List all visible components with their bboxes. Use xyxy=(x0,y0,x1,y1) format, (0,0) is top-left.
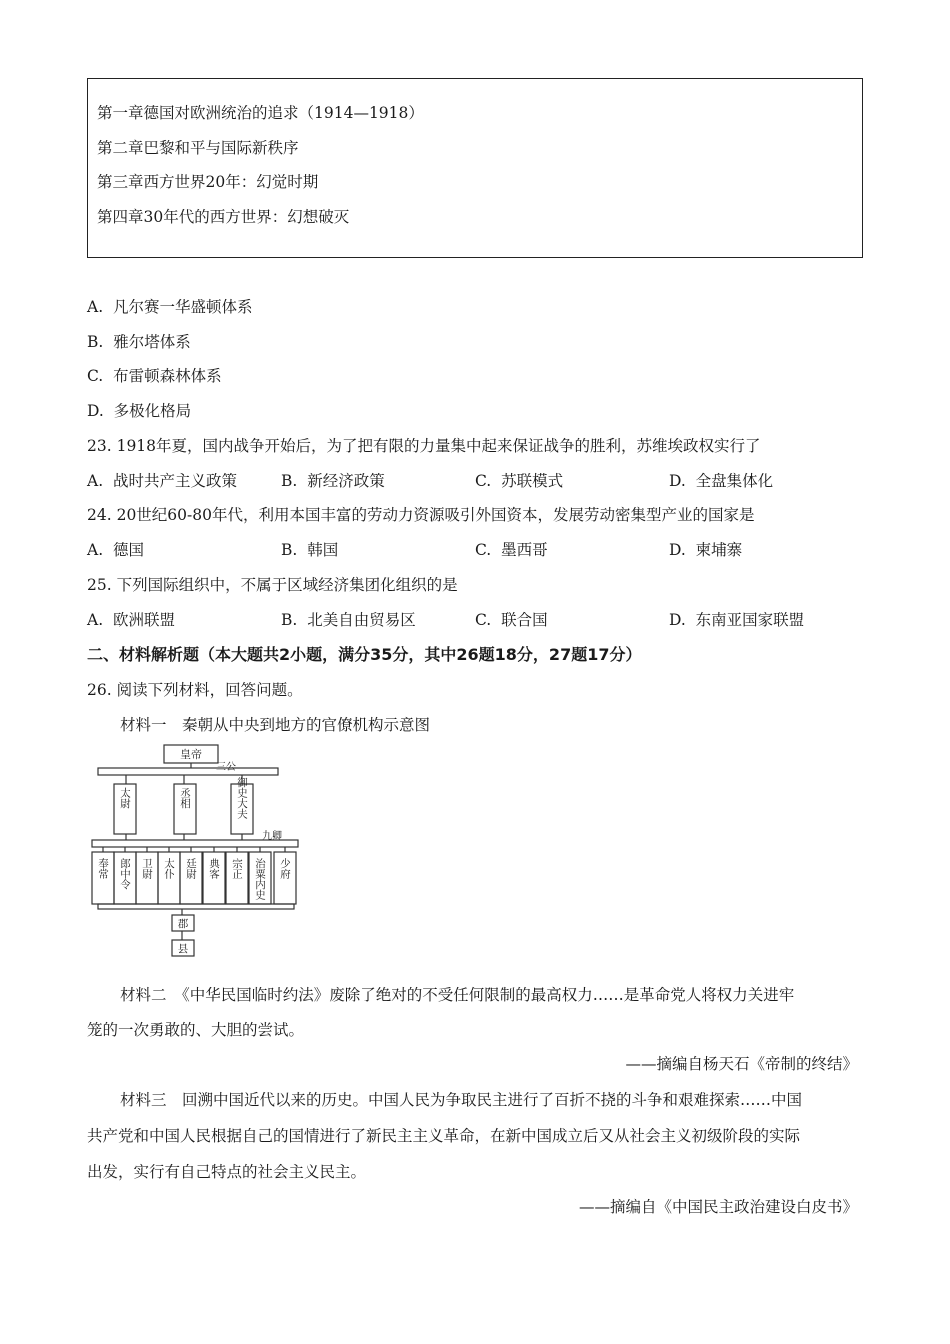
diagram-sangong-2: 丞相 xyxy=(179,787,191,809)
diagram-sangong-3: 御史大夫 xyxy=(236,777,248,819)
q26-stem: 26. 阅读下列材料，回答问题。 xyxy=(87,681,303,699)
diagram-jiuqing-6: 典客 xyxy=(208,858,220,879)
section-2-title: 二、材料解析题（本大题共2小题，满分35分，其中26题18分，27题17分） xyxy=(87,645,642,664)
diagram-jiuqing-8: 治粟内史 xyxy=(254,858,266,900)
diagram-jiuqing-label: 九卿 xyxy=(262,831,282,842)
q23-option-c: C. 苏联模式 xyxy=(475,472,564,490)
q23-option-a: A. 战时共产主义政策 xyxy=(87,472,237,490)
diagram-jiuqing-7: 宗正 xyxy=(231,858,243,879)
diagram-sangong-label: 三公 xyxy=(216,762,236,773)
chapter-line-1: 第一章德国对欧洲统治的追求（1914—1918） xyxy=(97,104,424,122)
q24-option-c: C. 墨西哥 xyxy=(475,541,548,559)
q24-option-b: B. 韩国 xyxy=(281,541,339,559)
material-3-line-2: 共产党和中国人民根据自己的国情进行了新民主主义革命，在新中国成立后又从社会主义初级阶段的实际 xyxy=(87,1127,801,1145)
q22-option-b: B. 雅尔塔体系 xyxy=(87,333,191,351)
chapter-line-4: 第四章30年代的西方世界：幻想破灭 xyxy=(97,208,350,226)
chapter-line-3: 第三章西方世界20年：幻觉时期 xyxy=(97,173,319,191)
material-3-line-3: 出发，实行有自己特点的社会主义民主。 xyxy=(87,1163,367,1181)
diagram-xian: 县 xyxy=(177,943,189,955)
q22-option-c: C. 布雷顿森林体系 xyxy=(87,367,222,385)
q22-option-a: A. 凡尔赛一华盛顿体系 xyxy=(87,298,253,316)
material-2-source: ——摘编自杨天石《帝制的终结》 xyxy=(625,1055,858,1073)
q25-option-d: D. 东南亚国家联盟 xyxy=(669,611,805,629)
diagram-jiuqing-1: 奉常 xyxy=(97,858,109,879)
material-1-title: 材料一 秦朝从中央到地方的官僚机构示意图 xyxy=(120,716,431,734)
material-2-line-1: 材料二 《中华民国临时约法》废除了绝对的不受任何限制的最高权力……是革命党人将权力关进牢 xyxy=(120,986,795,1004)
material-3-line-1: 材料三 回溯中国近代以来的历史。中国人民为争取民主进行了百折不挠的斗争和艰难探索……中国 xyxy=(120,1091,803,1109)
diagram-jun: 郡 xyxy=(177,918,189,930)
diagram-jiuqing-9: 少府 xyxy=(279,858,291,879)
q25-option-c: C. 联合国 xyxy=(475,611,548,629)
diagram-jiuqing-4: 太仆 xyxy=(163,858,175,879)
diagram-jiuqing-3: 卫尉 xyxy=(141,858,153,879)
q25-stem: 25. 下列国际组织中，不属于区域经济集团化组织的是 xyxy=(87,576,458,594)
q24-option-d: D. 柬埔寨 xyxy=(669,541,743,559)
chapter-line-2: 第二章巴黎和平与国际新秩序 xyxy=(97,139,299,157)
q23-option-d: D. 全盘集体化 xyxy=(669,472,774,490)
q24-stem: 24. 20世纪60-80年代，利用本国丰富的劳动力资源吸引外国资本，发展劳动密集型产业的国家是 xyxy=(87,506,755,524)
material-2-line-2: 笼的一次勇敢的、大胆的尝试。 xyxy=(87,1021,305,1039)
q24-option-a: A. 德国 xyxy=(87,541,144,559)
q25-option-a: A. 欧洲联盟 xyxy=(87,611,175,629)
q25-option-b: B. 北美自由贸易区 xyxy=(281,611,416,629)
material-3-source: ——摘编自《中国民主政治建设白皮书》 xyxy=(578,1198,858,1216)
diagram-sangong-1: 太尉 xyxy=(119,787,131,809)
q23-option-b: B. 新经济政策 xyxy=(281,472,385,490)
q23-stem: 23. 1918年夏，国内战争开始后，为了把有限的力量集中起来保证战争的胜利，苏维埃政权实行了 xyxy=(87,437,761,455)
diagram-emperor: 皇帝 xyxy=(180,748,202,761)
diagram-jiuqing-2: 郎中令 xyxy=(119,858,131,890)
q22-option-d: D. 多极化格局 xyxy=(87,402,192,420)
qin-bureaucracy-diagram xyxy=(88,740,310,965)
diagram-jiuqing-5: 廷尉 xyxy=(185,858,197,879)
